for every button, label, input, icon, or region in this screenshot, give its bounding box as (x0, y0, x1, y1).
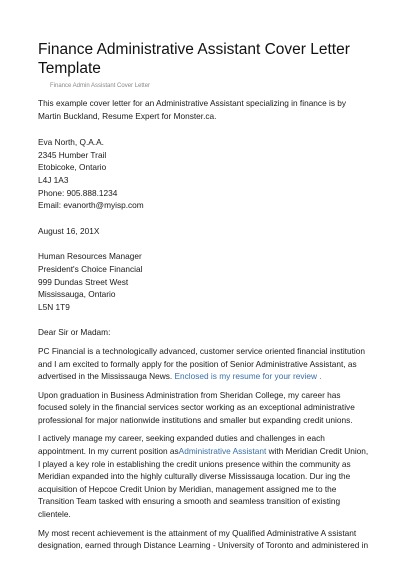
title-line-2: Template (38, 60, 101, 77)
paragraph-line: focused solely in the financial services sector working as an exceptional administrative (38, 402, 355, 413)
paragraph-line: designation, earned through Distance Learning - University of Toronto and administered in (38, 540, 369, 551)
recipient-line: Mississauga, Ontario (38, 289, 116, 300)
paragraph-text: advertised in the Mississauga News. (38, 371, 175, 382)
recipient-line: L5N 1T9 (38, 301, 70, 312)
paragraph-line (38, 370, 374, 383)
admin-assistant-link[interactable]: Administrative Assistant (178, 446, 267, 457)
paragraph-text: with Meridian Credit Union, (266, 446, 369, 457)
paragraph-line: professional for major nationwide institutions and smaller but expanding credit unions. (38, 414, 353, 425)
sender-street: 2345 Humber Trail (38, 149, 107, 160)
paragraph-line: clientele. (38, 509, 71, 520)
sender-email: Email: evanorth@myisp.com (38, 200, 144, 211)
sender-name: Eva North, Q.A.A. (38, 137, 104, 148)
paragraph-2 (38, 389, 374, 427)
paragraph-line: PC Financial is a technologically advanced, customer service oriented financial institution (38, 345, 365, 356)
date-text: August 16, 201X (38, 225, 100, 236)
intro-paragraph (38, 97, 374, 122)
paragraph-text: appointment. In my current position as (38, 446, 179, 457)
sender-postal: L4J 1A3 (38, 174, 69, 185)
recipient-line: 999 Dundas Street West (38, 276, 129, 287)
salutation (38, 326, 374, 339)
paragraph-line: Transition Team tasked with ensuring a smooth and seamless transition of existing (38, 496, 341, 507)
resume-link[interactable]: Enclosed is my resume for your review . (174, 371, 322, 382)
paragraph-line: Meridian expanded into the highly culturally diverse Mississauga location. Dur ing the (38, 471, 351, 482)
recipient-address (38, 250, 374, 313)
salutation-text: Dear Sir or Madam: (38, 327, 111, 338)
letter-date (38, 225, 374, 238)
sender-city: Etobicoke, Ontario (38, 162, 107, 173)
cover-letter-page (38, 40, 374, 552)
title-line-1: Finance Administrative Assistant Cover Letter (38, 41, 350, 58)
paragraph-line: My most recent achievement is the attainment of my Qualified Administrative A ssistant (38, 527, 357, 538)
sender-phone: Phone: 905.888.1234 (38, 187, 118, 198)
paragraph-line: acquisition of Hepcoe Credit Union by Meridian, management assigned me to the (38, 483, 337, 494)
document-title (38, 40, 374, 78)
paragraph-3 (38, 432, 374, 520)
paragraph-1 (38, 345, 374, 383)
recipient-line: Human Resources Manager (38, 251, 142, 262)
document-subtitle: Finance Admin Assistant Cover Letter (50, 83, 151, 89)
paragraph-4 (38, 527, 374, 552)
paragraph-line: I played a key role in establishing the credit unions presence within the community as (38, 458, 351, 469)
paragraph-line (38, 445, 374, 458)
paragraph-line: I actively manage my career, seeking expanded duties and challenges in each (38, 433, 325, 444)
paragraph-line: and I am excited to formally apply for the position of Senior Administrative Assistant, as (38, 358, 357, 369)
sender-address (38, 136, 374, 212)
recipient-line: President's Choice Financial (38, 263, 143, 274)
intro-line: Martin Buckland, Resume Expert for Monster.ca. (38, 110, 217, 121)
paragraph-line: Upon graduation in Business Administration from Sheridan College, my career has (38, 389, 341, 400)
intro-line: This example cover letter for an Administrative Assistant specializing in finance is by (38, 98, 347, 108)
